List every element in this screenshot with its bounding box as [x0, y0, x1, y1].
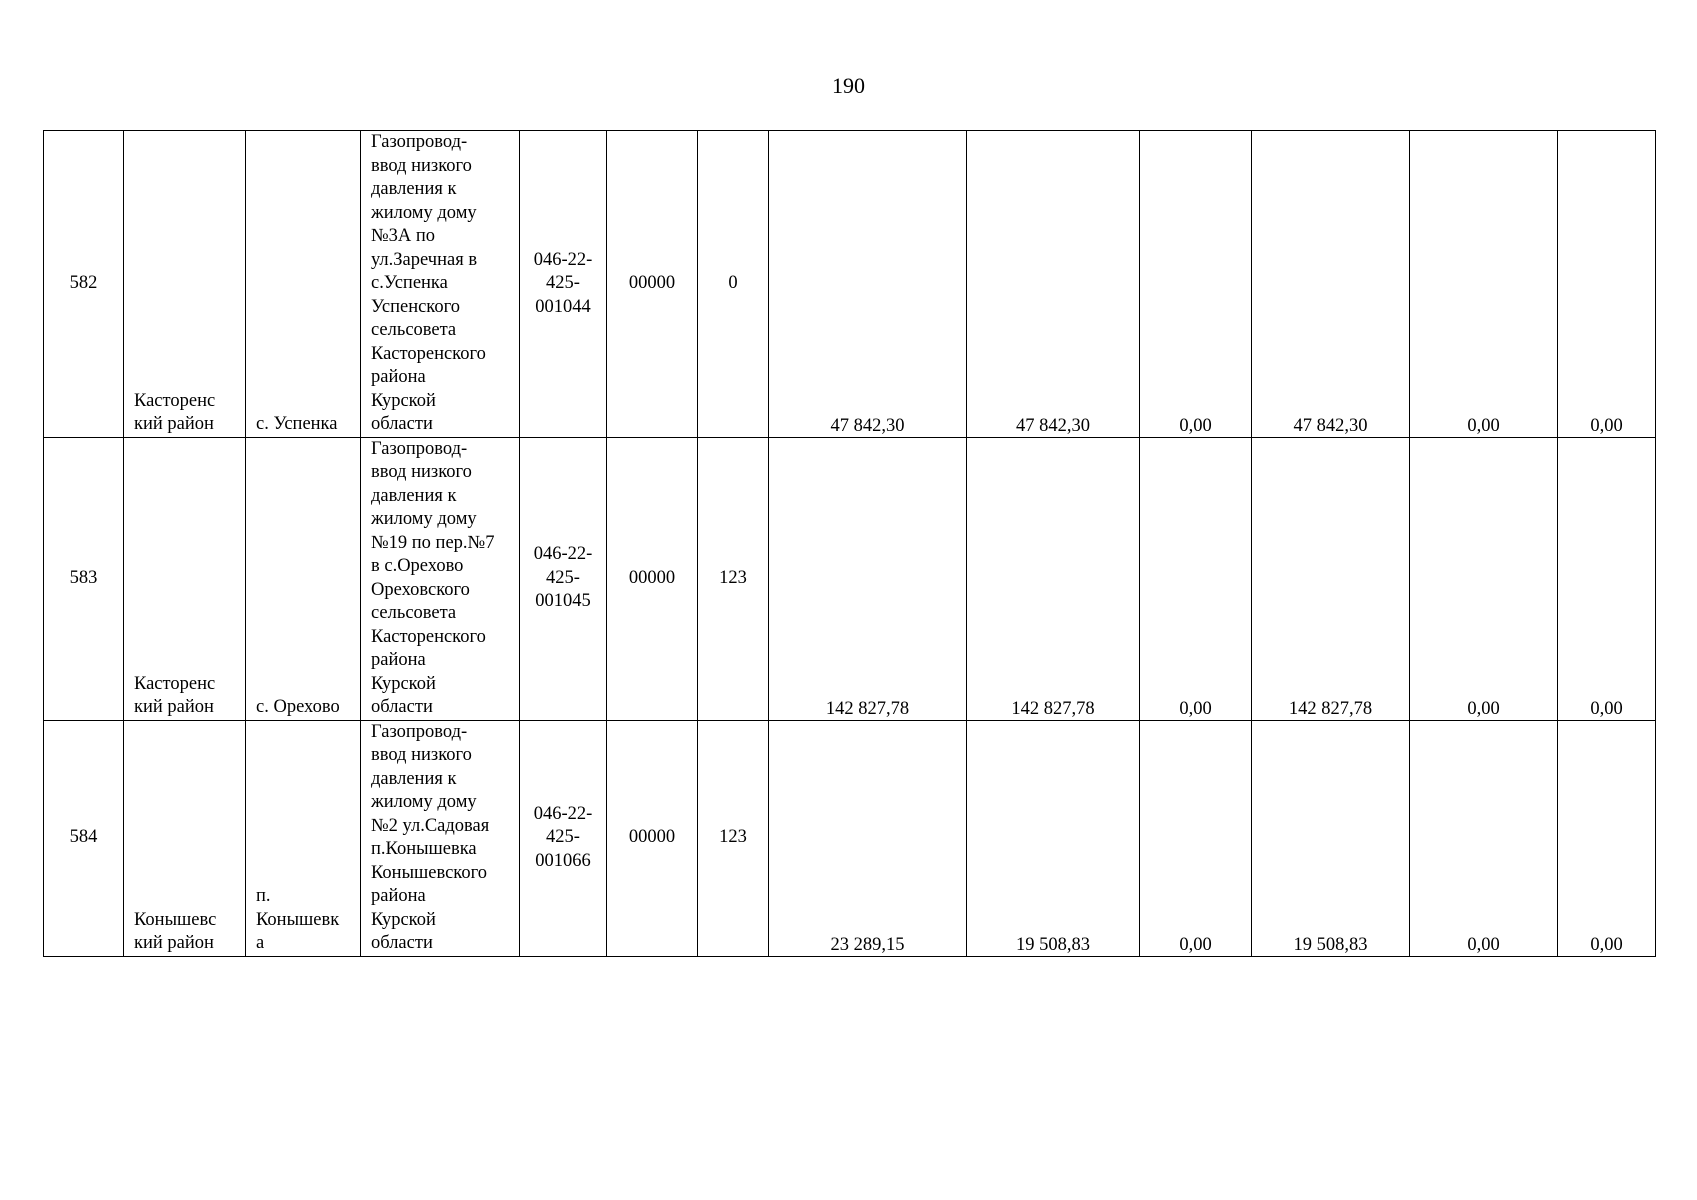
locality-cell: с. Орехово — [246, 437, 361, 720]
code2-cell: 123 — [698, 720, 769, 956]
value2-cell: 47 842,30 — [967, 131, 1140, 438]
code2-cell: 0 — [698, 131, 769, 438]
object-description-cell: Газопровод- ввод низкого давления к жилому дому №19 по пер.№7 в с.Орехово Ореховского сельсовета Касторенского района Курской области — [361, 437, 520, 720]
value1-cell: 142 827,78 — [769, 437, 967, 720]
value2-cell: 142 827,78 — [967, 437, 1140, 720]
code-cell: 00000 — [607, 437, 698, 720]
value2-cell: 19 508,83 — [967, 720, 1140, 956]
registry-table — [43, 130, 1656, 957]
cadastral-number-cell: 046-22- 425- 001044 — [520, 131, 607, 438]
value5-cell: 0,00 — [1410, 131, 1558, 438]
table-row — [44, 720, 1656, 956]
code-cell: 00000 — [607, 131, 698, 438]
code-cell: 00000 — [607, 720, 698, 956]
district-cell: Конышевс кий район — [124, 720, 246, 956]
row-index-cell: 584 — [44, 720, 124, 956]
cadastral-number-cell: 046-22- 425- 001066 — [520, 720, 607, 956]
object-description-cell: Газопровод- ввод низкого давления к жилому дому №2 ул.Садовая п.Конышевка Конышевского района Курской области — [361, 720, 520, 956]
value6-cell: 0,00 — [1558, 131, 1656, 438]
code2-cell: 123 — [698, 437, 769, 720]
row-index-cell: 583 — [44, 437, 124, 720]
page-number: 190 — [832, 73, 865, 98]
value1-cell: 23 289,15 — [769, 720, 967, 956]
value6-cell: 0,00 — [1558, 720, 1656, 956]
value5-cell: 0,00 — [1410, 720, 1558, 956]
locality-cell: с. Успенка — [246, 131, 361, 438]
value5-cell: 0,00 — [1410, 437, 1558, 720]
value3-cell: 0,00 — [1140, 131, 1252, 438]
object-description-cell: Газопровод- ввод низкого давления к жилому дому №3А по ул.Заречная в с.Успенка Успенского сельсовета Касторенского района Курской области — [361, 131, 520, 438]
value1-cell: 47 842,30 — [769, 131, 967, 438]
district-cell: Касторенс кий район — [124, 131, 246, 438]
table-row — [44, 437, 1656, 720]
value4-cell: 19 508,83 — [1252, 720, 1410, 956]
table-row — [44, 131, 1656, 438]
value3-cell: 0,00 — [1140, 437, 1252, 720]
row-index-cell: 582 — [44, 131, 124, 438]
value4-cell: 142 827,78 — [1252, 437, 1410, 720]
value3-cell: 0,00 — [1140, 720, 1252, 956]
value6-cell: 0,00 — [1558, 437, 1656, 720]
cadastral-number-cell: 046-22- 425- 001045 — [520, 437, 607, 720]
district-cell: Касторенс кий район — [124, 437, 246, 720]
locality-cell: п. Конышевк а — [246, 720, 361, 956]
value4-cell: 47 842,30 — [1252, 131, 1410, 438]
